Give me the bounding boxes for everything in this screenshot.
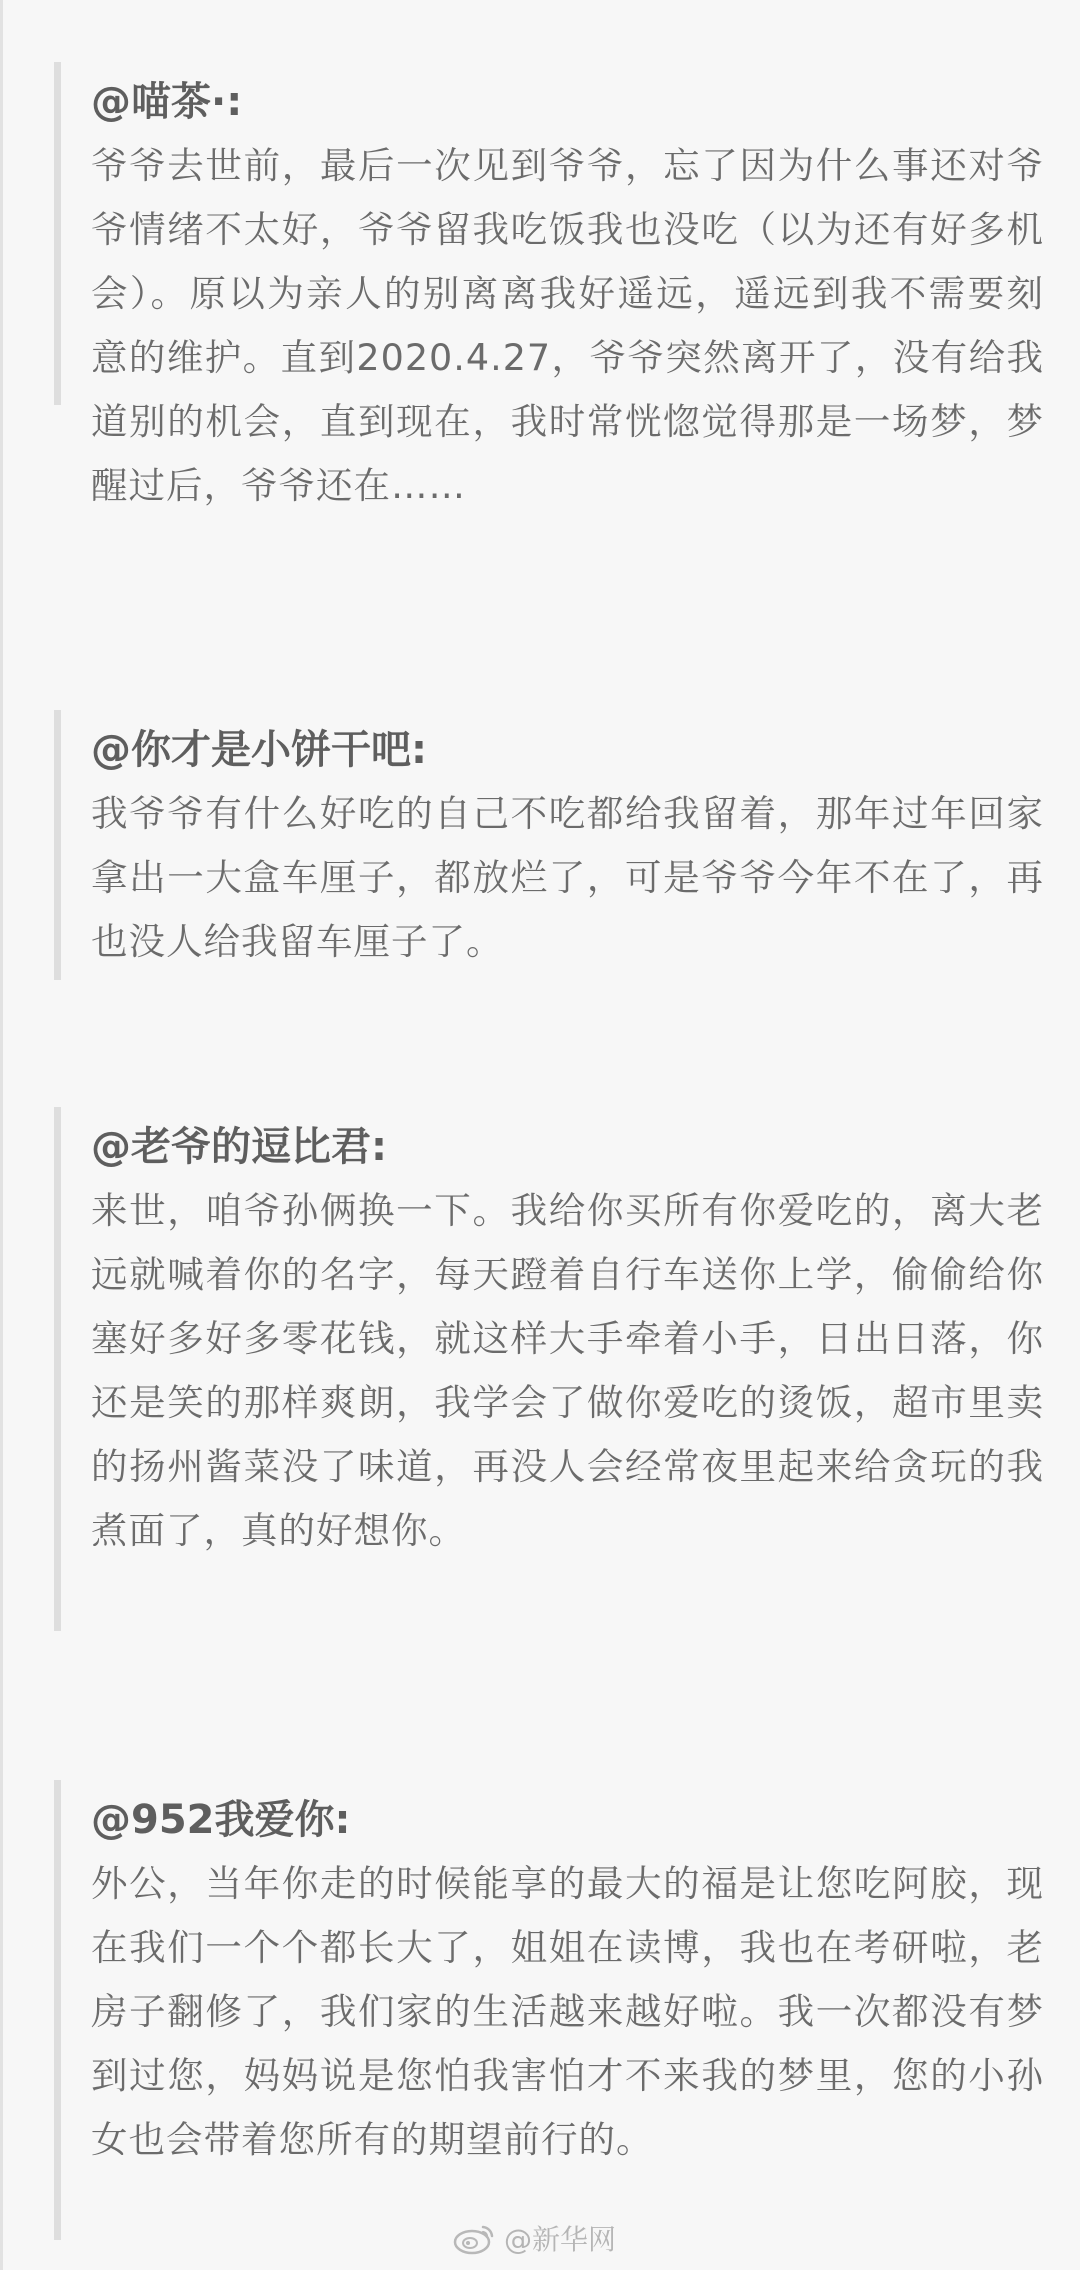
watermark-text: @新华网 — [504, 2223, 617, 2256]
quote-block — [54, 62, 1044, 507]
quote-block — [54, 710, 1044, 980]
left-edge-divider — [0, 0, 3, 2270]
post-author: @你才是小饼干吧: — [91, 727, 427, 773]
post-author: @老爷的逗比君: — [91, 1124, 387, 1170]
post-text: 爷爷去世前，最后一次见到爷爷，忘了因为什么事还对爷爷情绪不太好，爷爷留我吃饭我也没吃（以为还有好多机会）。原以为亲人的别离离我好遥远，遥远到我不需要刻意的维护。直到2020.4.27，爷爷突然离开了，没有给我道别的机会，直到现在，我时常恍惚觉得那是一场梦，梦醒过后，爷爷还在…… — [91, 144, 1044, 507]
weibo-icon — [452, 2221, 498, 2255]
watermark — [452, 2218, 616, 2258]
post-text: 来世，咱爷孙俩换一下。我给你买所有你爱吃的，离大老远就喊着你的名字，每天蹬着自行车送你上学，偷偷给你塞好多好多零花钱，就这样大手牵着小手，日出日落，你还是笑的那样爽朗，我学会了做你爱吃的烫饭，超市里卖的扬州酱菜没了味道，再没人会经常夜里起来给贪玩的我煮面了，真的好想你。 — [91, 1189, 1044, 1552]
post-author: @952我爱你: — [91, 1797, 351, 1843]
post-text: 外公，当年你走的时候能享的最大的福是让您吃阿胶，现在我们一个个都长大了，姐姐在读博，我也在考研啦，老房子翻修了，我们家的生活越来越好啦。我一次都没有梦到过您，妈妈说是您怕我害怕才不来我的梦里，您的小孙女也会带着您所有的期望前行的。 — [91, 1862, 1044, 2161]
post-text: 我爷爷有什么好吃的自己不吃都给我留着，那年过年回家 拿出一大盒车厘子，都放烂了，可是爷爷今年不在了，再也没人给我留车厘子了。 — [91, 792, 1044, 963]
quote-block — [54, 1780, 1044, 2240]
quote-block — [54, 1107, 1044, 1631]
post-author: @喵茶·: — [91, 79, 243, 125]
